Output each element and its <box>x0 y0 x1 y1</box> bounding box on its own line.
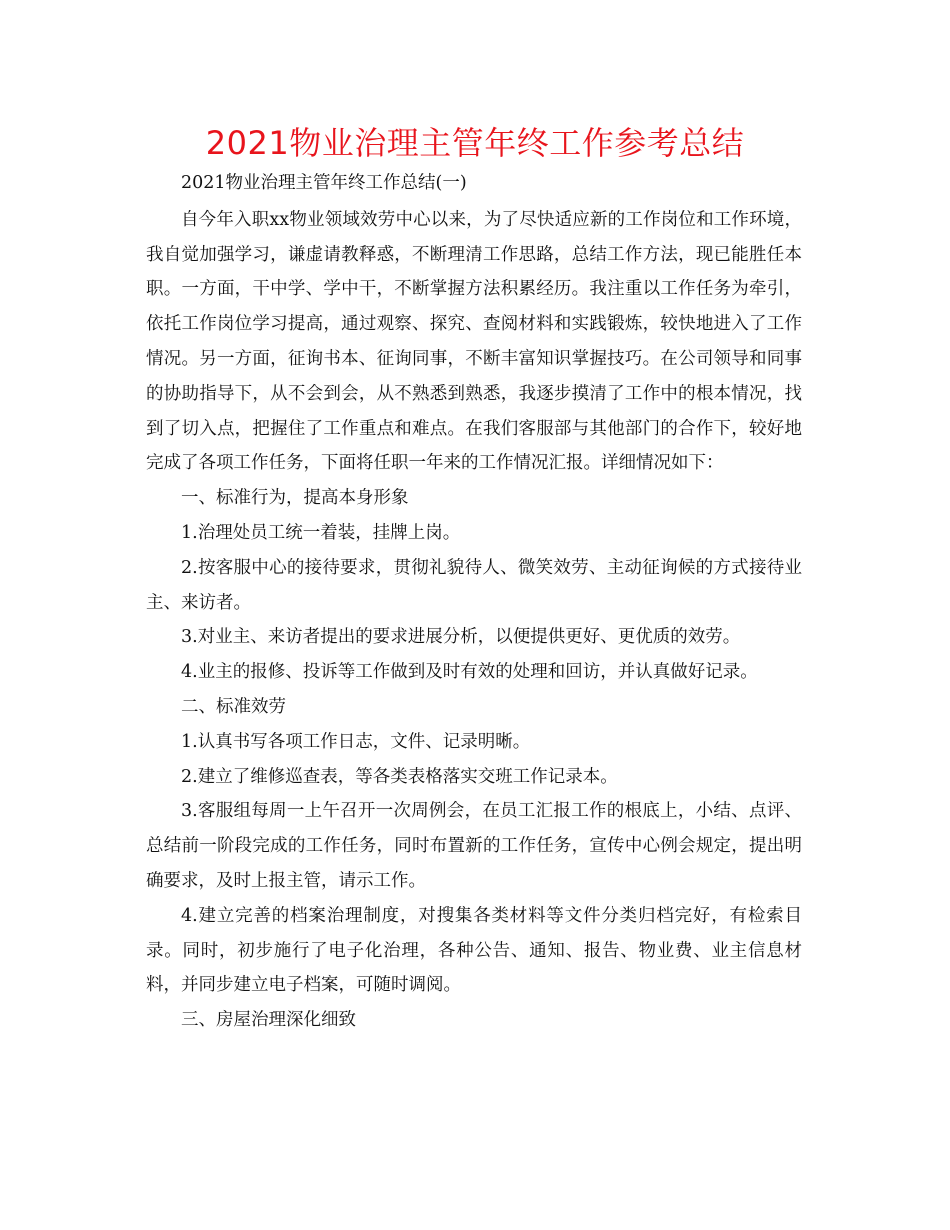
list-item: 4.建立完善的档案治理制度，对搜集各类材料等文件分类归档完好，有检索目录。同时，初步施行了电子化治理，各种公告、通知、报告、物业费、业主信息材料，并同步建立电子档案，可随时调阅。 <box>146 905 802 996</box>
document-subtitle: 2021物业治理主管年终工作总结(一) <box>181 173 467 193</box>
paragraph-intro: 自今年入职xx物业领域效劳中心以来，为了尽快适应新的工作岗位和工作环境，我自觉加强学习，谦虚请教释惑，不断理清工作思路，总结工作方法，现已能胜任本职。一方面，干中学、学中干，不断掌握方法积累经历。我注重以工作任务为牵引，依托工作岗位学习提高，通过观察、探究、查阅材料和实践锻炼，较快地进入了工作情况。另一方面，征询书本、征询同事，不断丰富知识掌握技巧。在公司领导和同事的协助指导下，从不会到会，从不熟悉到熟悉，我逐步摸清了工作中的根本情况，找到了切入点，把握住了工作重点和难点。在我们客服部与其他部门的合作下，较好地完成了各项工作任务，下面将任职一年来的工作情况汇报。详细情况如下： <box>146 209 802 474</box>
document-title: 2021物业治理主管年终工作参考总结 <box>205 124 745 162</box>
list-item: 2.建立了维修巡查表，等各类表格落实交班工作记录本。 <box>181 766 618 787</box>
list-item: 2.按客服中心的接待要求，贯彻礼貌待人、微笑效劳、主动征询候的方式接待业主、来访者。 <box>146 557 802 613</box>
list-item: 3.客服组每周一上午召开一次周例会，在员工汇报工作的根底上，小结、点评、总结前一阶段完成的工作任务，同时布置新的工作任务，宣传中心例会规定，提出明确要求，及时上报主管，请示工作。 <box>146 801 802 891</box>
list-item: 4.业主的报修、投诉等工作做到及时有效的处理和回访，并认真做好记录。 <box>181 662 758 683</box>
list-item: 1.认真书写各项工作日志，文件、记录明晰。 <box>181 731 531 752</box>
section-heading-1: 一、标准行为，提高本身形象 <box>181 488 409 509</box>
list-item: 3.对业主、来访者提出的要求进展分析，以便提供更好、更优质的效劳。 <box>181 627 741 648</box>
list-item: 1.治理处员工统一着装，挂牌上岗。 <box>181 522 461 543</box>
section-heading-3: 三、房屋治理深化细致 <box>181 1010 356 1031</box>
document-body <box>146 166 802 1038</box>
section-heading-2: 二、标准效劳 <box>181 696 286 717</box>
